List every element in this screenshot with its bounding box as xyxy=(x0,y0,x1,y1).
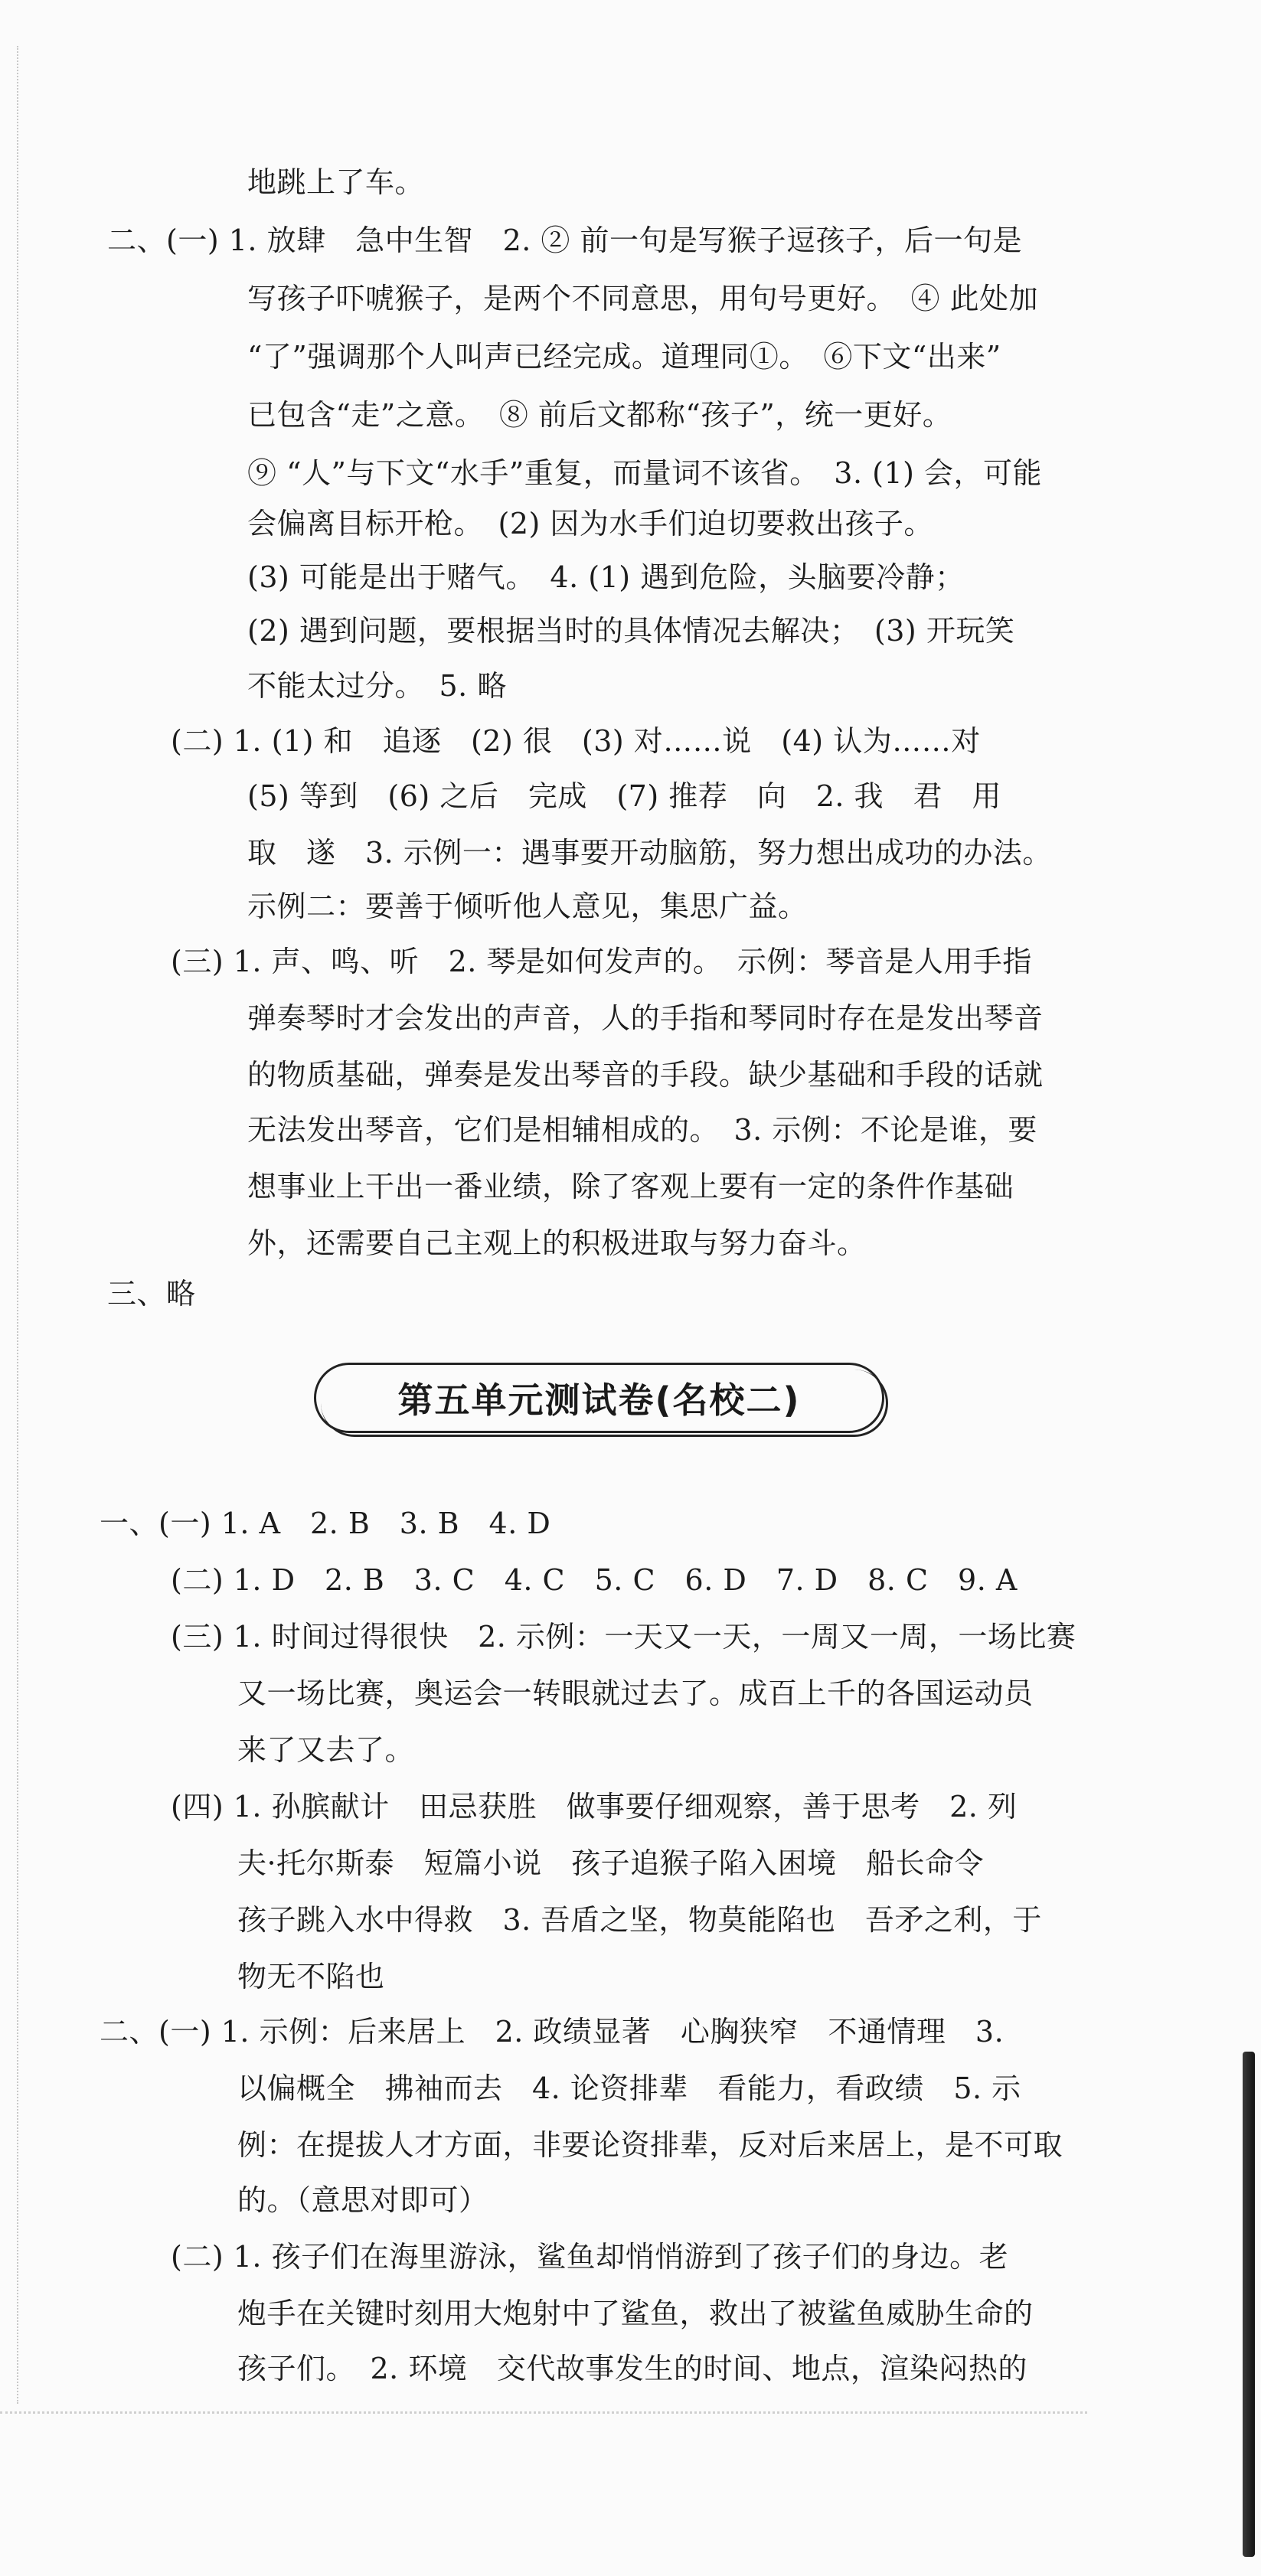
text-line: 一、(一) 1. A 2. B 3. B 4. D xyxy=(100,1507,551,1540)
text-line: 外，还需要自己主观上的积极进取与努力奋斗。 xyxy=(247,1226,867,1260)
text-line: 来了又去了。 xyxy=(237,1733,415,1767)
text-line: 想事业上干出一番业绩，除了客观上要有一定的条件作基础 xyxy=(247,1170,1014,1203)
text-line: 已包含“走”之意。 ⑧ 前后文都称“孩子”，统一更好。 xyxy=(247,398,952,432)
text-line: 物无不陷也 xyxy=(237,1960,385,1993)
text-line: 不能太过分。 5. 略 xyxy=(247,669,507,703)
margin-rule xyxy=(17,46,18,2404)
text-line: 三、略 xyxy=(107,1277,196,1311)
text-line: ⑨ “人”与下文“水手”重复，而量词不该省。 3. (1) 会，可能 xyxy=(247,456,1043,490)
text-line: 写孩子吓唬猴子，是两个不同意思，用句号更好。 ④ 此处加 xyxy=(247,282,1039,315)
text-line: (三) 1. 时间过得很快 2. 示例：一天又一天，一周又一周，一场比赛 xyxy=(171,1620,1076,1654)
text-line: 会偏离目标开枪。 (2) 因为水手们迫切要救出孩子。 xyxy=(247,507,933,540)
text-line: 弹奏琴时才会发出的声音，人的手指和琴同时存在是发出琴音 xyxy=(247,1001,1044,1035)
text-line: (三) 1. 声、鸣、听 2. 琴是如何发声的。 示例：琴音是人用手指 xyxy=(171,945,1032,978)
section-title: 第五单元测试卷(名校二) xyxy=(397,1379,801,1421)
text-line: 地跳上了车。 xyxy=(247,165,425,199)
text-line: (3) 可能是出于赌气。 4. (1) 遇到危险，头脑要冷静； xyxy=(247,560,965,594)
section-title-banner xyxy=(314,1363,884,1433)
text-line: (四) 1. 孙膑献计 田忌获胜 做事要仔细观察，善于思考 2. 列 xyxy=(171,1790,1018,1823)
text-line: 示例二：要善于倾听他人意见，集思广益。 xyxy=(247,890,808,923)
text-line: 孩子们。 2. 环境 交代故事发生的时间、地点，渲染闷热的 xyxy=(237,2352,1027,2385)
page-binding-edge xyxy=(1243,2052,1255,2557)
text-line: 孩子跳入水中得救 3. 吾盾之坚，物莫能陷也 吾矛之利，于 xyxy=(237,1903,1042,1937)
text-line: (5) 等到 (6) 之后 完成 (7) 推荐 向 2. 我 君 用 xyxy=(247,779,1002,813)
text-line: 例：在提拔人才方面，非要论资排辈，反对后来居上，是不可取 xyxy=(237,2128,1063,2162)
text-line: 以偏概全 拂袖而去 4. 论资排辈 看能力，看政绩 5. 示 xyxy=(237,2072,1021,2105)
text-line: 的物质基础，弹奏是发出琴音的手段。缺少基础和手段的话就 xyxy=(247,1058,1044,1092)
text-line: 二、(一) 1. 示例：后来居上 2. 政绩显著 心胸狭窄 不通情理 3. xyxy=(100,2015,1005,2049)
text-line: 取 遂 3. 示例一：遇事要开动脑筋，努力想出成功的办法。 xyxy=(247,836,1052,870)
text-line: 的。（意思对即可） xyxy=(237,2183,488,2217)
text-line: (2) 遇到问题，要根据当时的具体情况去解决； (3) 开玩笑 xyxy=(247,614,1015,648)
bottom-divider xyxy=(0,2411,1087,2414)
text-line: 夫·托尔斯泰 短篇小说 孩子追猴子陷入困境 船长命令 xyxy=(237,1846,985,1880)
text-line: 又一场比赛，奥运会一转眼就过去了。成百上千的各国运动员 xyxy=(237,1677,1034,1710)
text-line: 二、(一) 1. 放肆 急中生智 2. ② 前一句是写猴子逗孩子，后一句是 xyxy=(107,224,1022,257)
text-line: (二) 1. 孩子们在海里游泳，鲨鱼却悄悄游到了孩子们的身边。老 xyxy=(171,2240,1009,2274)
text-line: “了”强调那个人叫声已经完成。道理同①。 ⑥下文“出来” xyxy=(247,340,1001,374)
text-line: 无法发出琴音，它们是相辅相成的。 3. 示例：不论是谁，要 xyxy=(247,1113,1037,1147)
text-line: (二) 1. D 2. B 3. C 4. C 5. C 6. D 7. D 8. C 9. A xyxy=(171,1563,1018,1597)
text-line: (二) 1. (1) 和 追逐 (2) 很 (3) 对……说 (4) 认为……对 xyxy=(171,724,981,758)
text-line: 炮手在关键时刻用大炮射中了鲨鱼，救出了被鲨鱼威胁生命的 xyxy=(237,2297,1034,2330)
